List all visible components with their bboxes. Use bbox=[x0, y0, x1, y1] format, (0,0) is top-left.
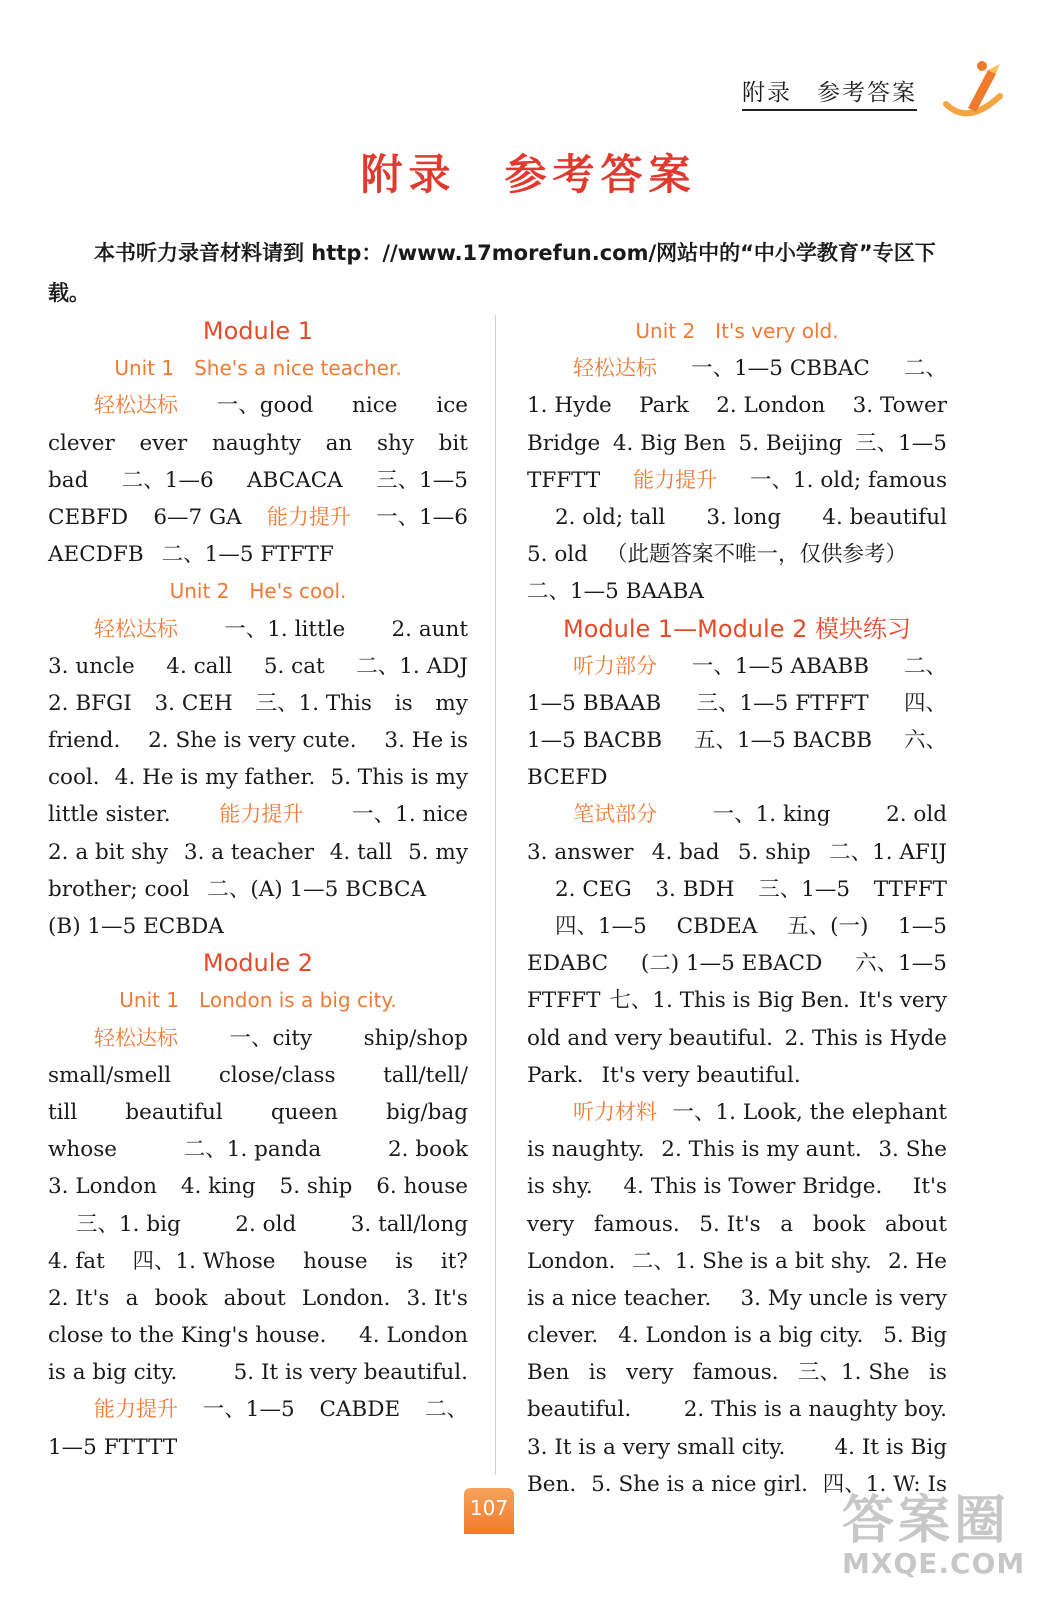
answer-text: cool. bbox=[48, 765, 100, 791]
answer-text: 4. Big Ben bbox=[612, 430, 726, 456]
answer-text: Ben. bbox=[527, 1471, 577, 1497]
answer-text: 5. It is very beautiful. bbox=[233, 1360, 468, 1386]
answer-text: 二、1—5 BAABA bbox=[527, 579, 704, 605]
answer-text: FTFFT bbox=[527, 988, 601, 1014]
answer-text: 四、 bbox=[903, 690, 947, 716]
answer-text: 5. She is a nice girl. bbox=[591, 1471, 808, 1497]
answer-line bbox=[527, 648, 947, 685]
unit-title: Unit 2 He's cool. bbox=[169, 579, 347, 604]
section-tag: 能力提升 bbox=[633, 467, 718, 492]
answer-text: book bbox=[812, 1211, 866, 1237]
section-tag: 能力提升 bbox=[219, 802, 304, 827]
answer-text: 二、1—6 bbox=[121, 467, 214, 493]
answer-line bbox=[527, 1391, 947, 1428]
module-heading bbox=[527, 611, 947, 648]
answer-line bbox=[527, 1168, 947, 1205]
answer-text: 一、1—6 bbox=[376, 504, 468, 530]
answer-text: ship/shop bbox=[363, 1025, 468, 1051]
answer-text: 1—5 BACBB bbox=[527, 728, 663, 754]
answer-text: AECDFB bbox=[48, 542, 144, 568]
answer-text: 二、1—5 FTFTF bbox=[161, 542, 334, 568]
answer-text: 2. a bit shy bbox=[48, 839, 169, 865]
answer-text: 5. Big bbox=[883, 1323, 947, 1349]
answer-text: close/class bbox=[218, 1062, 336, 1088]
answer-text: 三、1—5 bbox=[376, 467, 468, 493]
answer-line bbox=[48, 1206, 468, 1243]
answer-text: 2. old; tall bbox=[555, 504, 666, 530]
module-title: Module 1—Module 2 模块练习 bbox=[563, 614, 911, 643]
answer-line bbox=[527, 425, 947, 462]
answer-text: 1—5 BBAAB bbox=[527, 690, 662, 716]
answer-text: about bbox=[223, 1285, 286, 1311]
answer-text: 4. call bbox=[166, 653, 233, 679]
answer-line bbox=[527, 462, 947, 499]
answer-line bbox=[48, 685, 468, 722]
answer-text: house bbox=[303, 1248, 368, 1274]
section-tag: 笔试部分 bbox=[573, 802, 657, 827]
answer-text: friend. bbox=[48, 728, 121, 754]
answer-text: a bbox=[125, 1285, 139, 1311]
answer-text: 4. king bbox=[180, 1174, 256, 1200]
answer-text: a bbox=[780, 1211, 794, 1237]
answer-text: famous. bbox=[692, 1360, 779, 1386]
answer-text: 4. fat bbox=[48, 1248, 105, 1274]
answer-text: (B) 1—5 ECBDA bbox=[48, 914, 224, 939]
answer-line bbox=[527, 1354, 947, 1391]
answer-line bbox=[527, 350, 947, 387]
answer-text: （此题答案不唯一，仅供参考） bbox=[605, 542, 907, 568]
answer-line bbox=[527, 945, 947, 982]
answer-text: CBDEA bbox=[676, 914, 758, 939]
answer-text: very bbox=[527, 1211, 575, 1237]
unit-title: Unit 1 London is a big city. bbox=[119, 988, 397, 1013]
answer-text: 5. Beijing bbox=[738, 430, 843, 456]
answer-text: 4. He is my father. bbox=[114, 765, 316, 791]
answer-text: 2. London bbox=[716, 393, 826, 419]
section-tag: 能力提升 bbox=[266, 504, 351, 529]
answer-text: nice bbox=[352, 393, 398, 419]
answer-line bbox=[48, 1020, 468, 1057]
answer-text: 一、1—5 bbox=[202, 1397, 295, 1423]
answer-text: EDABC bbox=[527, 951, 609, 977]
answer-text: 二、(A) 1—5 BCBCA bbox=[207, 876, 427, 902]
answer-line bbox=[48, 387, 468, 424]
answer-text: 四、1. Whose bbox=[132, 1248, 276, 1274]
answer-text: Bridge bbox=[527, 430, 601, 456]
answer-text: 3. CEH bbox=[154, 690, 233, 716]
answer-text: clever bbox=[48, 430, 115, 456]
answer-text: whose bbox=[48, 1137, 117, 1163]
answer-text: 二、1. She is a bit shy. bbox=[631, 1248, 872, 1274]
answer-text: 1—5 FTTTT bbox=[48, 1434, 178, 1460]
answer-line bbox=[48, 722, 468, 759]
answer-text: 二、1. ADJ bbox=[356, 653, 468, 679]
answer-line bbox=[48, 1094, 468, 1131]
answer-text: 4. London bbox=[359, 1323, 468, 1349]
answer-text: 3. uncle bbox=[48, 653, 135, 679]
answer-text: 一、1. Look, the elephant bbox=[672, 1099, 947, 1125]
answer-line bbox=[48, 611, 468, 648]
answer-text: 3. It's bbox=[406, 1285, 468, 1311]
answer-line bbox=[527, 1243, 947, 1280]
answer-line bbox=[527, 982, 947, 1019]
answer-line bbox=[527, 834, 947, 871]
answer-text: 五、(一) bbox=[787, 914, 869, 939]
answer-text: is a big city. bbox=[48, 1360, 178, 1386]
answer-line bbox=[527, 722, 947, 759]
answer-text: ever bbox=[139, 430, 188, 456]
answer-text: is naughty. bbox=[527, 1137, 645, 1163]
answer-text: queen bbox=[270, 1099, 338, 1125]
answer-text: 3. My uncle is very bbox=[740, 1285, 947, 1311]
answer-text: 二、 bbox=[903, 356, 947, 382]
answer-text: beautiful. bbox=[527, 1397, 632, 1423]
answer-text: London. bbox=[301, 1285, 391, 1311]
watermark-bottom: MXQE.COM bbox=[842, 1547, 1026, 1580]
module-heading bbox=[48, 945, 468, 982]
answer-text: 6. house bbox=[376, 1174, 468, 1200]
answer-text: 一、1. king bbox=[712, 802, 831, 828]
answer-line bbox=[527, 1094, 947, 1131]
unit-heading bbox=[527, 313, 947, 350]
answer-text: 三、1. She bbox=[797, 1360, 910, 1386]
answer-text: naughty bbox=[212, 430, 301, 456]
answer-text: is shy. bbox=[527, 1174, 593, 1200]
left-column bbox=[48, 313, 468, 1466]
answer-text: 3. long bbox=[706, 504, 782, 530]
answer-line bbox=[48, 1131, 468, 1168]
answer-text: small/smell bbox=[48, 1062, 172, 1088]
section-tag: 轻松达标 bbox=[573, 356, 657, 381]
answer-line bbox=[48, 1429, 468, 1466]
answer-text: 二、 bbox=[903, 653, 947, 679]
answer-line bbox=[48, 1057, 468, 1094]
module-heading bbox=[48, 313, 468, 350]
answer-text: very bbox=[626, 1360, 674, 1386]
answer-line bbox=[48, 1168, 468, 1205]
answer-text: 2. CEG bbox=[555, 876, 632, 902]
section-tag: 听力材料 bbox=[573, 1099, 657, 1124]
answer-text: tall/tell/ bbox=[383, 1062, 468, 1088]
answer-text: 4. It is Big bbox=[834, 1434, 947, 1460]
answer-text: 3. a teacher bbox=[183, 839, 314, 865]
answer-text: 3. answer bbox=[527, 839, 634, 865]
answer-line bbox=[527, 759, 947, 796]
answer-text: 6—7 GA bbox=[153, 504, 242, 530]
answer-text: 4. tall bbox=[329, 839, 393, 865]
answer-text: 3. tall/long bbox=[350, 1211, 468, 1237]
answer-text: 3. BDH bbox=[655, 876, 735, 902]
answer-text: old and very beautiful. bbox=[527, 1025, 773, 1051]
answer-text: CEBFD bbox=[48, 504, 129, 530]
answer-line bbox=[48, 759, 468, 796]
module-title: Module 1 bbox=[202, 317, 314, 345]
answer-text: 4. London is a big city. bbox=[618, 1323, 864, 1349]
answer-line bbox=[527, 1280, 947, 1317]
answer-line bbox=[527, 685, 947, 722]
answer-text: 4. bad bbox=[651, 839, 720, 865]
answer-text: 二、1. panda bbox=[183, 1137, 322, 1163]
answer-text: 二、 bbox=[424, 1397, 468, 1423]
answer-text: 5. ship bbox=[737, 839, 811, 865]
answer-text: 一、good bbox=[216, 393, 314, 419]
answer-text: is a nice teacher. bbox=[527, 1285, 712, 1311]
answer-line bbox=[48, 1354, 468, 1391]
answer-text: It's very beautiful. bbox=[601, 1062, 801, 1088]
answer-text: 2. This is a naughty boy. bbox=[683, 1397, 947, 1423]
answer-line bbox=[48, 462, 468, 499]
watermark-top: 答案圈 bbox=[842, 1491, 1011, 1551]
answer-line bbox=[527, 536, 947, 573]
answer-line bbox=[48, 536, 468, 573]
answer-line bbox=[48, 871, 468, 908]
answer-line bbox=[527, 1429, 947, 1466]
answer-text: 3. It is a very small city. bbox=[527, 1434, 786, 1460]
answer-text: bad bbox=[48, 467, 89, 493]
header-label: 附录 参考答案 bbox=[742, 74, 917, 111]
answer-text: 三、1—5 FTFFT bbox=[696, 690, 869, 716]
answer-text: 一、1. old; famous bbox=[749, 467, 947, 493]
pencil-icon bbox=[938, 56, 1008, 126]
answer-text: ABCACA bbox=[247, 467, 343, 493]
answer-text: 5. cat bbox=[263, 653, 325, 679]
answer-text: little sister. bbox=[48, 802, 171, 828]
section-tag: 轻松达标 bbox=[94, 616, 178, 641]
answer-line bbox=[48, 1317, 468, 1354]
unit-heading bbox=[48, 350, 468, 387]
right-column bbox=[527, 313, 947, 1503]
answer-text: 3. She bbox=[878, 1137, 947, 1163]
answer-text: is bbox=[929, 1360, 947, 1386]
answer-text: 3. Tower bbox=[852, 393, 947, 419]
answer-line bbox=[48, 796, 468, 833]
answer-text: 2. book bbox=[387, 1137, 468, 1163]
answer-text: till bbox=[48, 1099, 78, 1125]
answer-text: book bbox=[154, 1285, 208, 1311]
answer-text: 2. old bbox=[886, 802, 947, 828]
answer-line bbox=[527, 499, 947, 536]
answer-text: is bbox=[395, 1248, 414, 1274]
answer-text: London. bbox=[527, 1248, 616, 1274]
answer-text: ice bbox=[436, 393, 468, 419]
answer-line bbox=[527, 1020, 947, 1057]
answer-text: it? bbox=[440, 1248, 468, 1274]
answer-text: an bbox=[325, 430, 353, 456]
answer-text: (二) 1—5 EBACD bbox=[640, 951, 823, 977]
answer-text: close to the King's house. bbox=[48, 1323, 327, 1349]
answer-text: 5. old bbox=[527, 542, 588, 568]
answer-text: 2. BFGI bbox=[48, 690, 132, 716]
answer-text: 4. This is Tower Bridge. bbox=[623, 1174, 883, 1200]
intro-text: 本书听力录音材料请到 http：//www.17morefun.com/网站中的“中小学教育”专区下载。 bbox=[48, 241, 936, 305]
answer-text: 2. aunt bbox=[391, 616, 468, 642]
answer-text: It's bbox=[912, 1174, 947, 1200]
answer-text: 一、city bbox=[229, 1025, 313, 1051]
answer-text: 3. He is bbox=[384, 728, 468, 754]
answer-text: 2. This is Hyde bbox=[784, 1025, 947, 1051]
page-number: 107 bbox=[464, 1488, 514, 1534]
answer-line bbox=[527, 387, 947, 424]
answer-line bbox=[527, 796, 947, 833]
answer-text: is bbox=[394, 690, 413, 716]
answer-text: CABDE bbox=[319, 1397, 401, 1423]
answer-text: 4. beautiful bbox=[822, 504, 947, 530]
answer-text: brother; cool bbox=[48, 876, 190, 902]
answer-text: 1. Hyde bbox=[527, 393, 612, 419]
answer-text: 六、 bbox=[903, 728, 947, 754]
answer-text: 2. It's bbox=[48, 1285, 110, 1311]
answer-line bbox=[527, 573, 947, 610]
answer-line bbox=[48, 499, 468, 536]
answer-text: 三、1. This bbox=[255, 690, 372, 716]
answer-text: about bbox=[884, 1211, 947, 1237]
answer-text: 四、1—5 bbox=[555, 914, 647, 939]
answer-text: 一、1. little bbox=[224, 616, 346, 642]
answer-text: 5. This is my bbox=[330, 765, 468, 791]
answer-line bbox=[527, 1317, 947, 1354]
answer-text: TFFTT bbox=[527, 467, 601, 493]
answer-line bbox=[527, 1131, 947, 1168]
answer-text: TTFFT bbox=[873, 876, 947, 902]
answer-text: 一、1—5 CBBAC bbox=[691, 356, 870, 382]
answer-line bbox=[48, 908, 468, 945]
answer-text: 三、1—5 bbox=[758, 876, 851, 902]
unit-heading bbox=[48, 982, 468, 1019]
answer-text: 三、1. big bbox=[76, 1211, 181, 1237]
answer-text: bit bbox=[438, 430, 468, 456]
answer-text: 五、1—5 BACBB bbox=[693, 728, 873, 754]
answer-line bbox=[527, 1206, 947, 1243]
answer-line bbox=[527, 1057, 947, 1094]
answer-text: 1—5 bbox=[898, 914, 947, 939]
answer-text: shy bbox=[376, 430, 414, 456]
unit-title: Unit 1 She's a nice teacher. bbox=[114, 356, 402, 381]
answer-text: 二、1. AFIJ bbox=[829, 839, 947, 865]
section-tag: 轻松达标 bbox=[94, 393, 178, 418]
answer-text: BCEFD bbox=[527, 765, 608, 791]
answer-text: 3. London bbox=[48, 1174, 157, 1200]
answer-line bbox=[527, 908, 947, 945]
answer-text: 5. my bbox=[408, 839, 468, 865]
answer-text: my bbox=[435, 690, 468, 716]
module-title: Module 2 bbox=[202, 949, 314, 978]
watermark-logo bbox=[842, 1478, 1042, 1593]
section-tag: 听力部分 bbox=[573, 653, 657, 678]
answer-text: 2. This is my aunt. bbox=[661, 1137, 862, 1163]
unit-heading bbox=[48, 573, 468, 610]
answer-text: 2. She is very cute. bbox=[148, 728, 357, 754]
answer-text: 六、1—5 bbox=[855, 951, 947, 977]
section-tag: 能力提升 bbox=[94, 1397, 178, 1422]
answer-text: Ben bbox=[527, 1360, 570, 1386]
answer-text: 2. old bbox=[235, 1211, 297, 1237]
answer-text: clever. bbox=[527, 1323, 599, 1349]
answer-text: 一、1. nice bbox=[352, 802, 468, 828]
answer-text: big/bag bbox=[385, 1099, 468, 1125]
answer-line bbox=[48, 1280, 468, 1317]
answer-line bbox=[48, 1391, 468, 1428]
answer-text: 四、1. W: Is bbox=[822, 1471, 947, 1497]
column-divider bbox=[495, 315, 496, 1475]
answer-text: beautiful bbox=[125, 1099, 223, 1125]
answer-text: 5. It's bbox=[699, 1211, 761, 1237]
answer-text: 七、1. This is Big Ben. bbox=[609, 988, 850, 1014]
answer-line bbox=[48, 648, 468, 685]
answer-text: 一、1—5 ABABB bbox=[691, 653, 870, 679]
page-title: 附录 参考答案 bbox=[360, 150, 697, 199]
answer-line bbox=[48, 425, 468, 462]
answer-text: is bbox=[588, 1360, 607, 1386]
answer-text: 5. ship bbox=[279, 1174, 353, 1200]
answer-text: Park bbox=[639, 393, 689, 419]
answer-text: famous. bbox=[593, 1211, 680, 1237]
answer-line bbox=[48, 1243, 468, 1280]
section-tag: 轻松达标 bbox=[94, 1025, 178, 1050]
answer-line bbox=[527, 871, 947, 908]
answer-text: Park. bbox=[527, 1062, 584, 1088]
answer-text: It's very bbox=[858, 988, 947, 1014]
unit-title: Unit 2 It's very old. bbox=[635, 319, 839, 343]
answer-line bbox=[48, 834, 468, 871]
answer-text: 2. He bbox=[888, 1248, 947, 1274]
answer-text: 三、1—5 bbox=[855, 430, 947, 456]
